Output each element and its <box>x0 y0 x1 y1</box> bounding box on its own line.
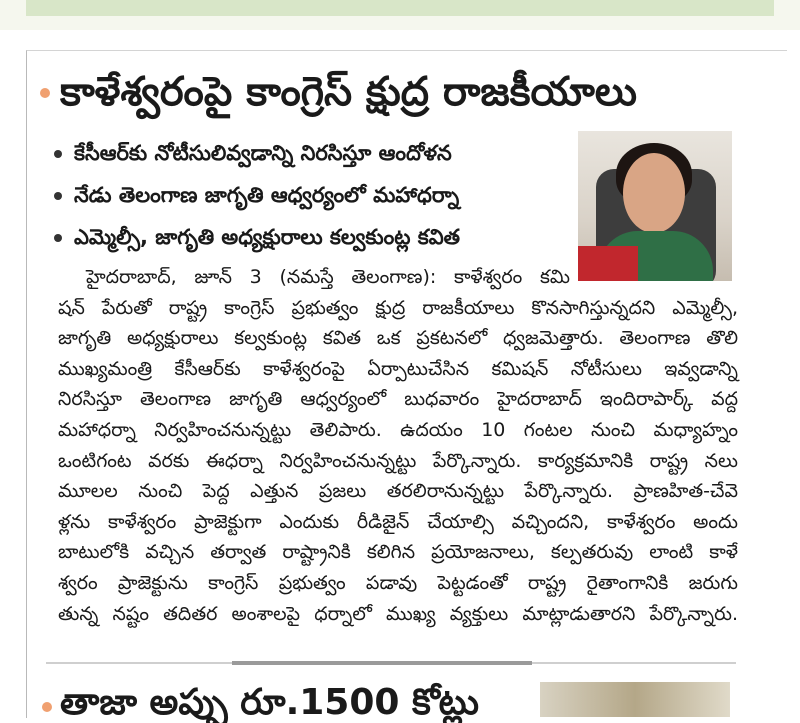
portrait-photo <box>578 131 732 281</box>
body-line: హైదరాబాద్, జూన్ 3 (నమస్తే తెలంగాణ): కాళేశ్వరం కమి <box>86 266 570 288</box>
sub-bullet-1 <box>54 138 452 168</box>
body-line: మహాధర్నా నిర్వహించనున్నట్టు తెలిపారు. ఉదయం 10 గంటల నుంచి మధ్యాహ్నం <box>58 418 738 441</box>
headline-bullet <box>40 88 50 98</box>
sub-bullet-text: కేసీఆర్‌కు నోటీసులివ్వడాన్ని నిరసిస్తూ ఆందోళన <box>74 141 452 165</box>
body-line: బాటులోకి వచ్చిన తర్వాత రాష్ట్రానికి కలిగిన ప్రయోజనాలు, కల్పతరువు లాంటి కాళే <box>58 541 738 564</box>
body-line: మూలల నుంచి పెద్ద ఎత్తున ప్రజలు తరలిరానున్నట్టు పేర్కొన్నారు. ప్రాణహిత-చేవె <box>58 480 738 503</box>
body-line: తున్న నష్టం తదితర అంశాలపై ధర్నాలో ముఖ్య వ్యక్తులు మాట్లాడుతారని పేర్కొన్నారు. <box>58 602 738 625</box>
bullet-dot-icon <box>54 150 62 158</box>
article-body <box>58 262 738 629</box>
sub-bullet-text: నేడు తెలంగాణ జాగృతి ఆధ్వర్యంలో మహాధర్నా <box>74 183 460 207</box>
body-line: ళ్లను కాళేశ్వరం ప్రాజెక్టుగా ఎందుకు రీడిజైన్ చేయాల్సి వచ్చిందని, కాళేశ్వరం అందు <box>58 510 738 533</box>
header-strip <box>26 0 774 16</box>
next-article-headline: తాజా అప్పు రూ.1500 కోట్లు <box>60 682 479 723</box>
body-line: ముఖ్యమంత్రి కేసీఆర్‌కు కాళేశ్వరంపై ఏర్పాటుచేసిన కమిషన్ నోటీసులు ఇవ్వడాన్ని <box>58 357 738 380</box>
section-divider-accent <box>232 661 532 665</box>
next-headline-bullet <box>42 702 52 712</box>
body-line: జాగృతి అధ్యక్షురాలు కల్వకుంట్ల కవిత ఒక ప్రకటనలో ధ్వజమెత్తారు. తెలంగాణ తొలి <box>58 327 738 350</box>
bullet-dot-icon <box>54 192 62 200</box>
body-line: నిరసిస్తూ తెలంగాణ జాగృతి ఆధ్వర్యంలో బుధవారం హైదరాబాద్ ఇందిరాపార్క్ వద్ద <box>58 388 738 411</box>
next-article-photo <box>540 682 730 717</box>
body-line: షన్ పేరుతో రాష్ట్ర కాంగ్రెస్ ప్రభుత్వం క్షుద్ర రాజకీయాలు కొనసాగిస్తున్నదని ఎమ్మెల్సీ, <box>58 296 738 319</box>
sub-bullet-3 <box>54 222 460 252</box>
body-line: ఒంటిగంట వరకు ఈధర్నా నిర్వహించనున్నట్టు పేర్కొన్నారు. కార్యక్రమానికి రాష్ట్ర నలు <box>58 449 738 472</box>
sub-bullet-text: ఎమ్మెల్సీ, జాగృతి అధ్యక్షురాలు కల్వకుంట్ల కవిత <box>74 225 460 249</box>
face-shape <box>623 153 685 233</box>
article-headline: కాళేశ్వరంపై కాంగ్రెస్ క్షుద్ర రాజకీయాలు <box>60 69 638 115</box>
sub-bullet-2 <box>54 180 459 210</box>
body-line: శ్వరం ప్రాజెక్టును కాంగ్రెస్ ప్రభుత్వం పడావు పెట్టడంతో రాష్ట్ర రైతాంగానికి జరుగు <box>58 571 738 594</box>
bullet-dot-icon <box>54 234 62 242</box>
